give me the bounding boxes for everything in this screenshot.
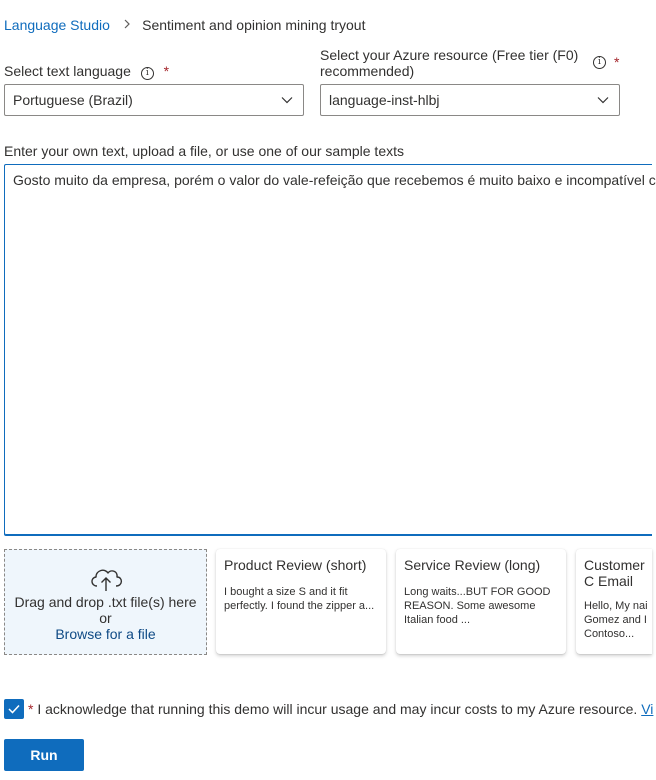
breadcrumb-current: Sentiment and opinion mining tryout [142,17,366,33]
cloud-upload-icon [5,566,206,594]
sample-card-title: Product Review (short) [224,557,367,573]
upload-instruction: Drag and drop .txt file(s) here [14,594,197,610]
resource-dropdown-value: language-inst-hlbj [329,92,440,108]
acknowledge-text [28,701,653,717]
sample-card-body: Hello, My nai Gomez and I Contoso... [584,600,648,640]
run-button[interactable] [4,739,84,771]
required-mark: * [163,63,170,79]
file-upload-dropzone[interactable] [4,549,207,655]
chevron-down-icon [281,85,293,115]
chevron-right-icon [124,18,134,32]
language-dropdown-value: Portuguese (Brazil) [13,92,133,108]
info-icon[interactable]: i [141,67,154,80]
sample-card-customer-email[interactable] [576,549,652,654]
checkmark-icon [8,704,20,714]
resource-label-line2: recommended) [320,63,415,79]
view-link[interactable]: Vi [641,701,654,717]
sample-card-body: I bought a size S and it fit perfectly. I found the zipper a... [224,586,375,612]
breadcrumb [4,17,365,35]
sample-card-product-review[interactable] [216,549,386,654]
language-dropdown[interactable] [4,84,304,116]
upload-or: or [99,610,112,626]
text-input-label: Enter your own text, upload a file, or use one of our sample texts [4,143,404,159]
required-mark: * [28,701,34,717]
resource-dropdown[interactable] [320,84,620,116]
acknowledge-label: I acknowledge that running this demo will incur usage and may incur costs to my Azure resource. [37,701,638,717]
sample-card-title: Service Review (long) [404,557,541,573]
language-label [4,63,169,80]
info-icon[interactable]: i [593,56,606,69]
resource-label [320,47,620,79]
run-button-label: Run [30,747,58,763]
sample-card-title: Customer C Email [584,557,645,589]
breadcrumb-root-link[interactable]: Language Studio [4,17,110,33]
browse-file-link[interactable]: Browse for a file [55,626,156,642]
acknowledge-checkbox[interactable] [4,699,24,719]
required-mark: * [614,54,620,70]
resource-label-line1: Select your Azure resource (Free tier (F0) [320,47,579,63]
sample-card-body: Long waits...BUT FOR GOOD REASON. Some awesome Italian food ... [404,586,551,626]
language-label-text: Select text language [4,63,131,79]
text-input-area[interactable] [4,164,656,536]
chevron-down-icon [597,85,609,115]
sample-card-service-review[interactable] [396,549,566,654]
text-input-value: Gosto muito da empresa, porém o valor do vale-refeição que recebemos é muito baixo e incompatível c [13,172,656,188]
